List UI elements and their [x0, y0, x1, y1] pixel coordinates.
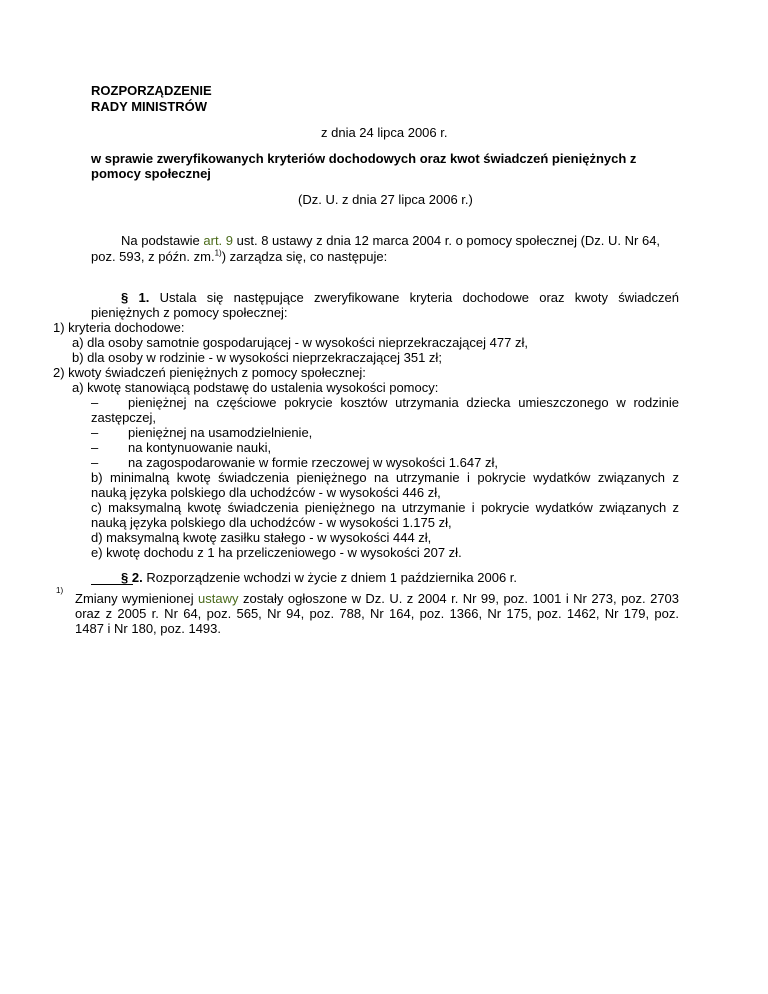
- footnote-mark: 1): [56, 586, 64, 595]
- section-1-mark: § 1.: [121, 290, 150, 305]
- footnote-reference: 1): [214, 248, 222, 258]
- section-2-text: Rozporządzenie wchodzi w życie z dniem 1 października 2006 r.: [146, 570, 518, 585]
- act-type: ROZPORZĄDZENIE: [91, 83, 212, 98]
- dash-item-4: na zagospodarowanie w formie rzeczowej w wysokości 1.647 zł,: [128, 455, 498, 470]
- footnote-text: zostały ogłoszone w Dz. U. z 2004 r. Nr 99, poz. 1001 i Nr 273, poz. 2703: [238, 591, 680, 606]
- list-item-2b-line-2: nauką języka polskiego dla uchodźców - w wysokości 446 zł,: [91, 485, 441, 500]
- footnote-line-2: oraz z 2005 r. Nr 64, poz. 565, Nr 94, poz. 788, Nr 164, poz. 1366, Nr 175, poz. 1462, Nr 179, poz.: [75, 606, 679, 621]
- list-item-2d: d) maksymalną kwotę zasiłku stałego - w wysokości 444 zł,: [91, 530, 432, 545]
- dash-item-1-line-2: zastępczej,: [91, 410, 157, 425]
- dash-bullet: –: [91, 395, 99, 410]
- section-2-mark: § 2.: [121, 570, 143, 585]
- art-9-link[interactable]: art. 9: [203, 233, 234, 248]
- subject-line-2: pomocy społecznej: [91, 166, 211, 181]
- footnote-line-1: [75, 591, 679, 606]
- footnote-divider: [91, 584, 133, 585]
- section-1-line-2: pieniężnych z pomocy społecznej:: [91, 305, 288, 320]
- list-item-1a: a) dla osoby samotnie gospodarującej - w wysokości nieprzekraczającej 477 zł,: [72, 335, 528, 350]
- dash-item-1-line-1: pieniężnej na częściowe pokrycie kosztów utrzymania dziecka umieszczonego w rodzinie: [128, 395, 679, 410]
- issuer: RADY MINISTRÓW: [91, 99, 208, 114]
- section-1-line-1: [121, 290, 679, 305]
- dash-bullet: –: [91, 455, 99, 470]
- preamble-text: ) zarządza się, co następuje:: [221, 249, 388, 264]
- dash-bullet: –: [91, 425, 99, 440]
- preamble-text: poz. 593, z późn. zm.: [91, 249, 215, 264]
- dash-item-2: pieniężnej na usamodzielnienie,: [128, 425, 313, 440]
- ustawy-link[interactable]: ustawy: [198, 591, 239, 606]
- list-item-2b-line-1: b) minimalną kwotę świadczenia pieniężnego na utrzymanie i pokrycie wydatków związanych z: [91, 470, 679, 485]
- subject-line-1: w sprawie zweryfikowanych kryteriów dochodowych oraz kwot świadczeń pieniężnych z: [91, 151, 637, 166]
- list-item-2e: e) kwotę dochodu z 1 ha przeliczeniowego - w wysokości 207 zł.: [91, 545, 462, 560]
- list-item-2a: a) kwotę stanowiącą podstawę do ustalenia wysokości pomocy:: [72, 380, 439, 395]
- list-item-2: 2) kwoty świadczeń pieniężnych z pomocy społecznej:: [53, 365, 366, 380]
- preamble-line-2: [91, 249, 387, 264]
- dash-bullet: –: [91, 440, 99, 455]
- list-item-2c-line-2: nauką języka polskiego dla uchodźców - w wysokości 1.175 zł,: [91, 515, 452, 530]
- publication-reference: (Dz. U. z dnia 27 lipca 2006 r.): [298, 192, 473, 207]
- preamble-line-1: [121, 233, 660, 248]
- section-2: [121, 570, 517, 585]
- act-date: z dnia 24 lipca 2006 r.: [321, 125, 448, 140]
- preamble-text: ust. 8 ustawy z dnia 12 marca 2004 r. o pomocy społecznej (Dz. U. Nr 64,: [233, 233, 661, 248]
- footnote-text: Zmiany wymienionej: [75, 591, 199, 606]
- preamble-text: Na podstawie: [121, 233, 204, 248]
- list-item-1b: b) dla osoby w rodzinie - w wysokości nieprzekraczającej 351 zł;: [72, 350, 442, 365]
- list-item-2c-line-1: c) maksymalną kwotę świadczenia pieniężnego na utrzymanie i pokrycie wydatków związanych z: [91, 500, 679, 515]
- section-1-text: Ustala się następujące zweryfikowane kryteria dochodowe oraz kwoty świadczeń: [159, 290, 679, 305]
- dash-item-3: na kontynuowanie nauki,: [128, 440, 272, 455]
- footnote-line-3: 1487 i Nr 180, poz. 1493.: [75, 621, 221, 636]
- list-item-1: 1) kryteria dochodowe:: [53, 320, 185, 335]
